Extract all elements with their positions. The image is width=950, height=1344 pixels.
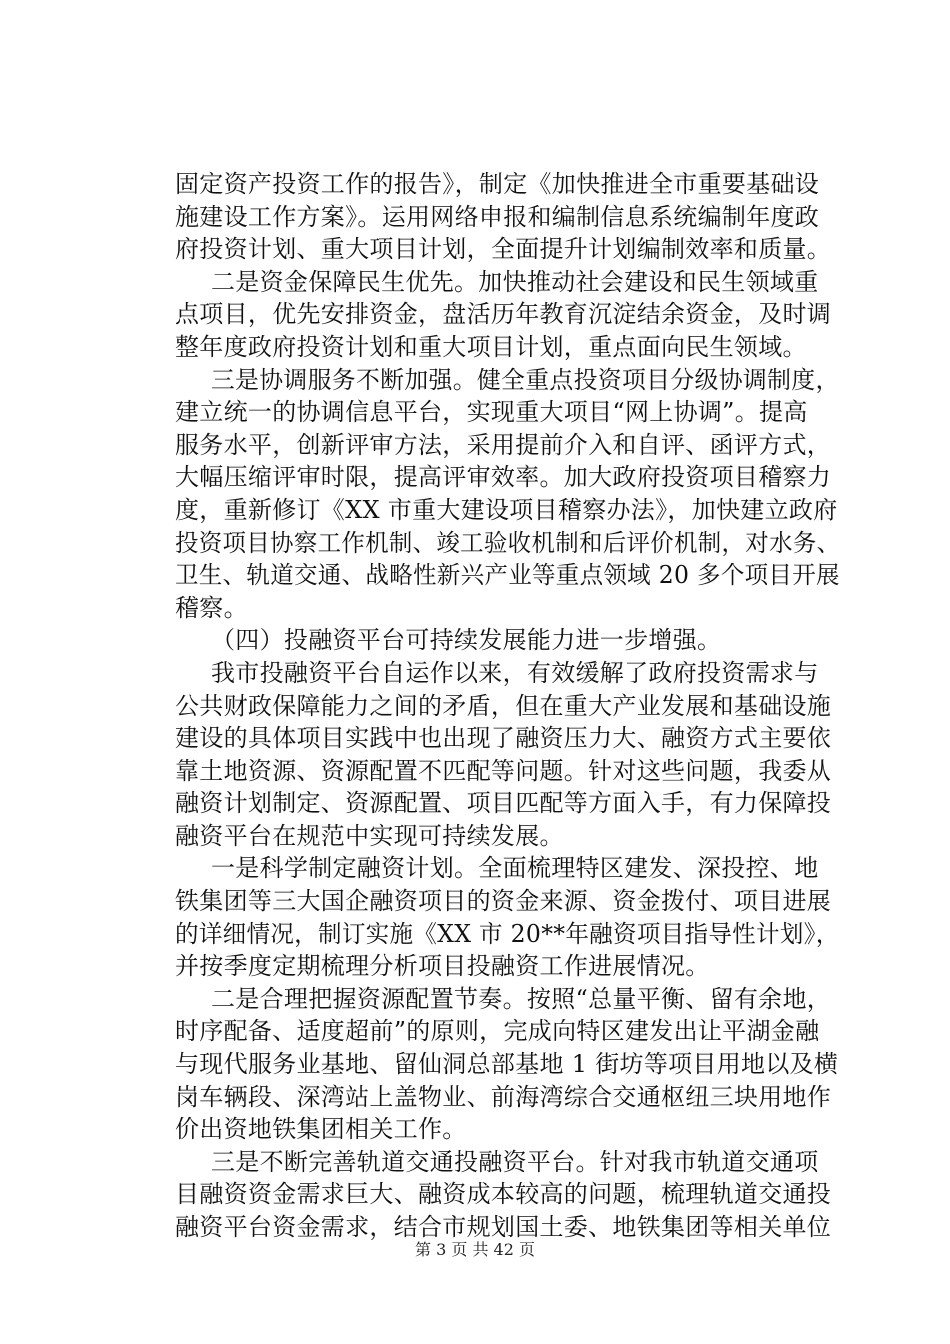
text-line: 与现代服务业基地、留仙洞总部基地 1 街坊等项目用地以及横 [175,1050,839,1079]
text-line: 固定资产投资工作的报告》，制定《加快推进全市重要基础设 [175,170,820,198]
paragraph-start-line: 二是资金保障民生优先。加快推动社会建设和民生领域重 [211,267,819,296]
text-line: 建设的具体项目实践中也出现了融资压力大、融资方式主要依 [175,724,832,753]
text-line: 时序配备、适度超前”的原则，完成向特区建发出让平湖金融 [175,1017,820,1046]
text-line: 大幅压缩评审时限，提高评审效率。加大政府投资项目稽察力 [175,463,832,492]
text-line: 铁集团等三大国企融资项目的资金来源、资金拨付、项目进展 [175,887,832,916]
text-line: 靠土地资源、资源配置不匹配等问题。针对这些问题，我委从 [175,756,832,785]
text-line: 价出资地铁集团相关工作。 [175,1115,467,1144]
paragraph-start-line: 我市投融资平台自运作以来，有效缓解了政府投资需求与 [211,658,819,687]
text-line: 并按季度定期梳理分析项目投融资工作进展情况。 [175,952,710,981]
text-line: 公共财政保障能力之间的矛盾，但在重大产业发展和基础设施 [175,691,832,720]
text-line: 整年度政府投资计划和重大项目计划，重点面向民生领域。 [175,332,807,361]
text-line: 建立统一的协调信息平台，实现重大项目“网上协调”。提高 [175,398,808,427]
text-line: 融资平台资金需求，结合市规划国土委、地铁集团等相关单位 [175,1213,832,1241]
text-line: 融资平台在规范中实现可持续发展。 [175,821,564,850]
section-heading: （四）投融资平台可持续发展能力进一步增强。 [211,626,722,655]
text-line: 稽察。 [175,593,248,622]
text-line: 点项目，优先安排资金，盘活历年教育沉淀结余资金，及时调 [175,300,832,329]
paragraph-start-line: 三是不断完善轨道交通投融资平台。针对我市轨道交通项 [211,1147,819,1176]
text-line: 投资项目协察工作机制、竣工验收机制和后评价机制，对水务、 [175,528,841,557]
page-number-footer: 第 3 页 共 42 页 [415,1240,535,1259]
text-line: 施建设工作方案》。运用网络申报和编制信息系统编制年度政 [175,202,820,231]
paragraph-start-line: 二是合理把握资源配置节奏。按照“总量平衡、留有余地， [211,984,832,1013]
text-line: 的详细情况，制订实施《XX 市 20**年融资项目指导性计划》， [175,919,840,948]
text-line: 目融资资金需求巨大、融资成本较高的问题，梳理轨道交通投 [175,1180,832,1209]
paragraph-start-line: 一是科学制定融资计划。全面梳理特区建发、深投控、地 [211,854,819,883]
text-line: 融资计划制定、资源配置、项目匹配等方面入手，有力保障投 [175,789,832,818]
text-line: 府投资计划、重大项目计划，全面提升计划编制效率和质量。 [175,235,832,264]
text-line: 岗车辆段、深湾站上盖物业、前海湾综合交通枢纽三块用地作 [175,1082,832,1111]
paragraph-start-line: 三是协调服务不断加强。健全重点投资项目分级协调制度， [210,365,840,394]
text-line: 度，重新修订《XX 市重大建设项目稽察办法》，加快建立政府 [175,495,838,524]
text-line: 卫生、轨道交通、战略性新兴产业等重点领域 20 多个项目开展 [175,561,840,590]
document-body [175,168,840,1244]
text-line: 服务水平，创新评审方法，采用提前介入和自评、函评方式， [175,430,832,459]
